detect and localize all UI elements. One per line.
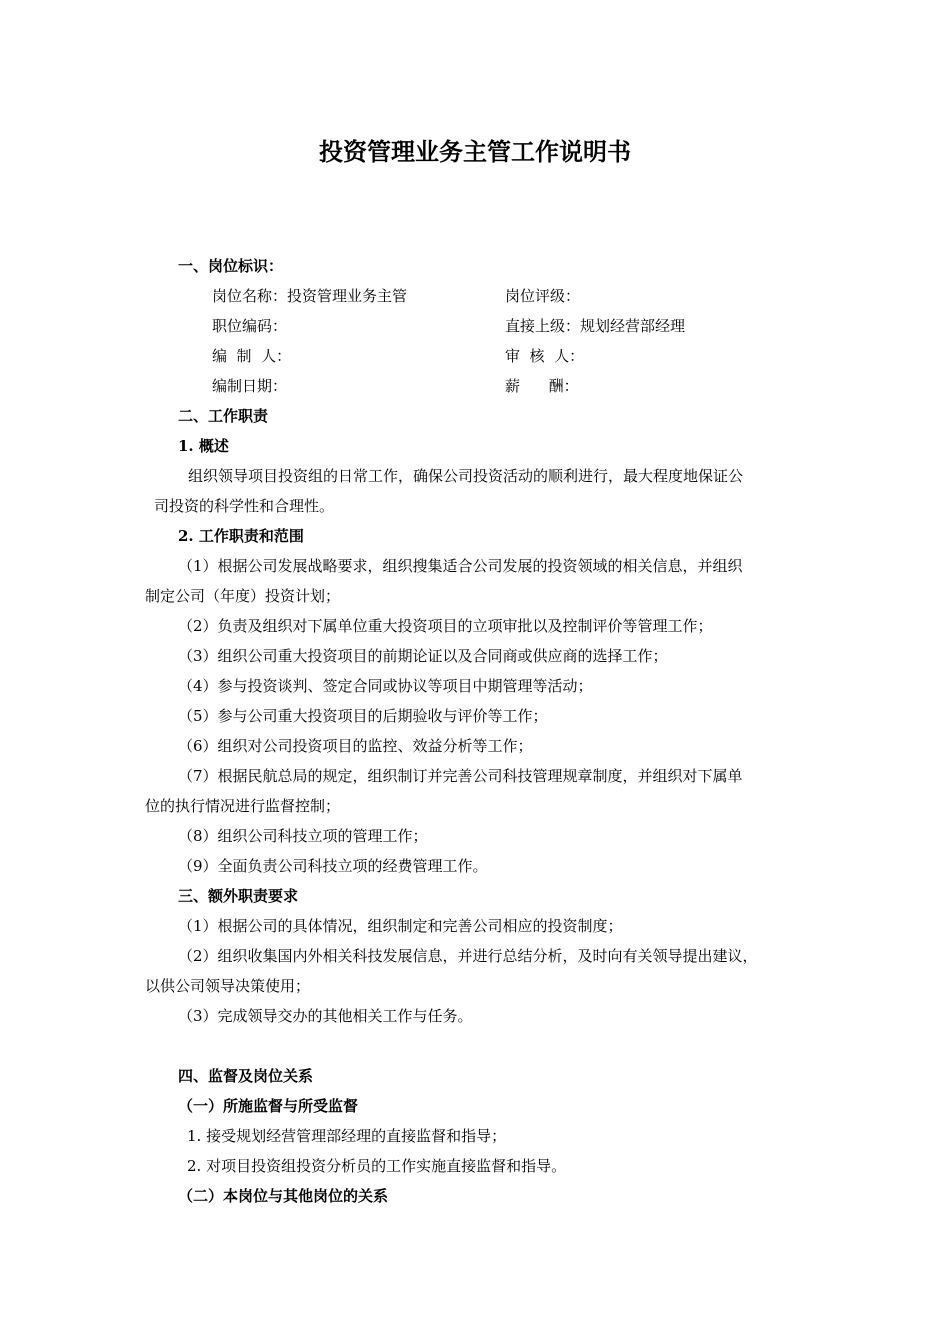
section-heading-supervision: 四、监督及岗位关系: [178, 1067, 314, 1085]
section-heading-position-id: 一、岗位标识：: [178, 257, 284, 275]
subheading-position-relations: （二）本岗位与其他岗位的关系: [178, 1187, 389, 1205]
overview-text-line: 组织领导项目投资组的日常工作，确保公司投资活动的顺利进行，最大程度地保证公: [188, 467, 744, 485]
duty-line: 位的执行情况进行监督控制；: [145, 797, 341, 815]
duty-line: 制定公司（年度）投资计划；: [145, 587, 341, 605]
duty-line: （4）参与投资谈判、签定合同或协议等项目中期管理等活动；: [178, 677, 593, 695]
field-position-name: 岗位名称：投资管理业务主管: [212, 287, 408, 305]
duty-line: （3）组织公司重大投资项目的前期论证以及合同商或供应商的选择工作；: [178, 647, 668, 665]
duty-line: （2）负责及组织对下属单位重大投资项目的立项审批以及控制评价等管理工作；: [178, 617, 713, 635]
extra-duty-line: 以供公司领导决策使用；: [145, 977, 311, 995]
subheading-duties-scope: 2. 工作职责和范围: [178, 527, 304, 545]
supervision-line: 1. 接受规划经营管理部经理的直接监督和指导；: [187, 1127, 507, 1145]
duty-line: （1）根据公司发展战略要求，组织搜集适合公司发展的投资领域的相关信息，并组织: [178, 557, 743, 575]
field-reviewer: 审 核 人：: [505, 347, 585, 365]
subheading-supervision-given-received: （一）所施监督与所受监督: [178, 1097, 359, 1115]
field-position-grade: 岗位评级：: [505, 287, 581, 305]
subheading-overview: 1. 概述: [178, 437, 229, 455]
field-position-code: 职位编码：: [212, 317, 288, 335]
field-compile-date: 编制日期：: [212, 377, 288, 395]
extra-duty-line: （1）根据公司的具体情况，组织制定和完善公司相应的投资制度；: [178, 917, 623, 935]
field-salary: 薪 酬：: [505, 377, 579, 395]
duty-line: （7）根据民航总局的规定，组织制订并完善公司科技管理规章制度，并组织对下属单: [178, 767, 743, 785]
duty-line: （6）组织对公司投资项目的监控、效益分析等工作；: [178, 737, 533, 755]
duty-line: （9）全面负责公司科技立项的经费管理工作。: [178, 857, 488, 875]
extra-duty-line: （2）组织收集国内外相关科技发展信息，并进行总结分析，及时向有关领导提出建议，: [178, 947, 758, 965]
section-heading-duties: 二、工作职责: [178, 407, 269, 425]
extra-duty-line: （3）完成领导交办的其他相关工作与任务。: [178, 1007, 473, 1025]
section-heading-extra-duties: 三、额外职责要求: [178, 887, 299, 905]
field-compiler: 编 制 人：: [212, 347, 292, 365]
overview-text-line: 司投资的科学性和合理性。: [154, 497, 335, 515]
field-direct-supervisor: 直接上级：规划经营部经理: [505, 317, 686, 335]
document-title: 投资管理业务主管工作说明书: [319, 137, 631, 166]
duty-line: （8）组织公司科技立项的管理工作；: [178, 827, 428, 845]
supervision-line: 2. 对项目投资组投资分析员的工作实施直接监督和指导。: [187, 1157, 567, 1175]
duty-line: （5）参与公司重大投资项目的后期验收与评价等工作；: [178, 707, 548, 725]
